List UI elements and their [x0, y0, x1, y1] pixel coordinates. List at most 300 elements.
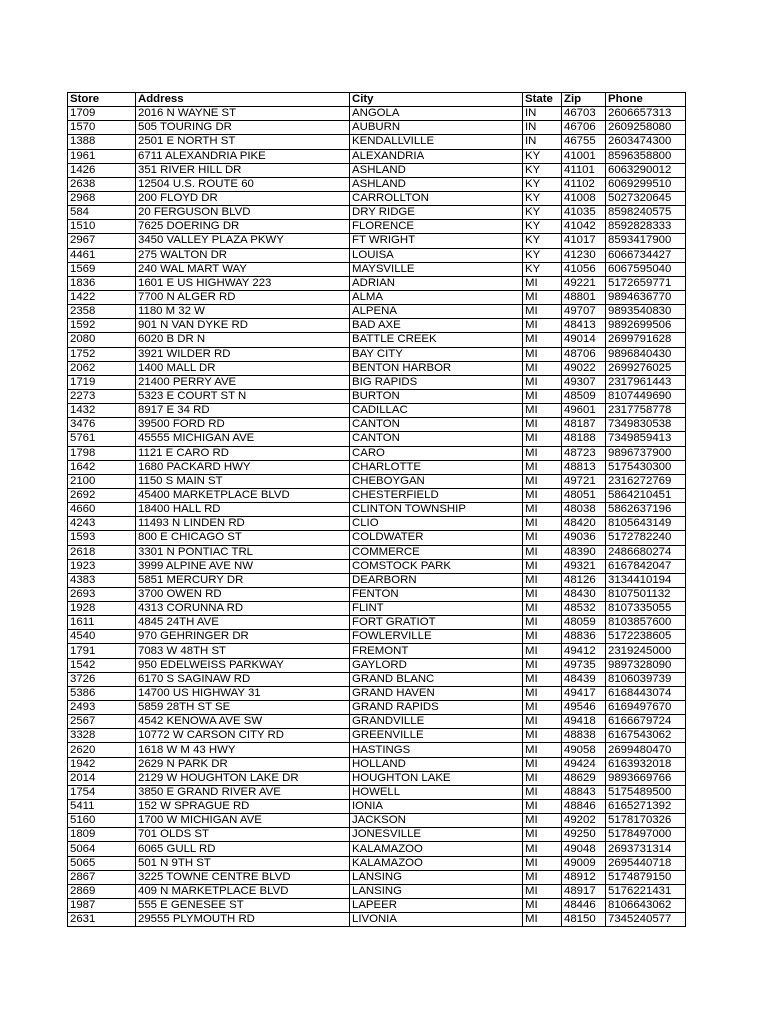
phone-cell: 9893669766: [606, 771, 686, 785]
store-cell: 2968: [68, 191, 136, 205]
zip-cell: 41042: [562, 220, 606, 234]
zip-cell: 48706: [562, 347, 606, 361]
phone-cell: 8107501132: [606, 587, 686, 601]
zip-cell: 48390: [562, 545, 606, 559]
city-cell: CHEBOYGAN: [350, 474, 523, 488]
address-cell: 29555 PLYMOUTH RD: [136, 913, 350, 927]
store-cell: 4383: [68, 573, 136, 587]
phone-cell: 8103857600: [606, 616, 686, 630]
store-cell: 2867: [68, 870, 136, 884]
table-row: [68, 446, 686, 460]
city-cell: BIG RAPIDS: [350, 375, 523, 389]
store-cell: 1809: [68, 828, 136, 842]
table-row: [68, 587, 686, 601]
store-cell: 3476: [68, 418, 136, 432]
state-cell: KY: [523, 262, 562, 276]
zip-cell: 48420: [562, 517, 606, 531]
table-row: [68, 206, 686, 220]
address-cell: 800 E CHICAGO ST: [136, 531, 350, 545]
zip-cell: 49202: [562, 814, 606, 828]
zip-cell: 49601: [562, 404, 606, 418]
address-cell: 409 N MARKETPLACE BLVD: [136, 884, 350, 898]
state-cell: MI: [523, 432, 562, 446]
phone-cell: 2609258080: [606, 121, 686, 135]
city-cell: CANTON: [350, 418, 523, 432]
address-cell: 12504 U.S. ROUTE 60: [136, 177, 350, 191]
phone-cell: 5172659771: [606, 276, 686, 290]
state-cell: MI: [523, 658, 562, 672]
store-cell: 1426: [68, 163, 136, 177]
zip-cell: 48846: [562, 800, 606, 814]
phone-cell: 7345240577: [606, 913, 686, 927]
zip-cell: 48126: [562, 573, 606, 587]
zip-cell: 48439: [562, 672, 606, 686]
address-cell: 11493 N LINDEN RD: [136, 517, 350, 531]
zip-cell: 49735: [562, 658, 606, 672]
city-cell: KENDALLVILLE: [350, 135, 523, 149]
store-cell: 1942: [68, 757, 136, 771]
table-row: [68, 743, 686, 757]
zip-cell: 48051: [562, 488, 606, 502]
state-cell: MI: [523, 573, 562, 587]
state-cell: KY: [523, 220, 562, 234]
store-cell: 1642: [68, 460, 136, 474]
phone-cell: 7349859413: [606, 432, 686, 446]
header-store: Store: [68, 93, 136, 107]
address-cell: 701 OLDS ST: [136, 828, 350, 842]
table-row: [68, 531, 686, 545]
phone-cell: 2699791628: [606, 333, 686, 347]
state-cell: MI: [523, 800, 562, 814]
table-row: [68, 559, 686, 573]
zip-cell: 46706: [562, 121, 606, 135]
zip-cell: 48836: [562, 630, 606, 644]
city-cell: GRAND HAVEN: [350, 686, 523, 700]
zip-cell: 49250: [562, 828, 606, 842]
state-cell: MI: [523, 333, 562, 347]
zip-cell: 48843: [562, 785, 606, 799]
phone-cell: 2699276025: [606, 361, 686, 375]
zip-cell: 49721: [562, 474, 606, 488]
table-row: [68, 729, 686, 743]
store-cell: 4461: [68, 248, 136, 262]
store-cell: 1432: [68, 404, 136, 418]
store-cell: 2358: [68, 305, 136, 319]
state-cell: MI: [523, 856, 562, 870]
state-cell: MI: [523, 715, 562, 729]
state-cell: KY: [523, 234, 562, 248]
state-cell: MI: [523, 474, 562, 488]
table-row: [68, 884, 686, 898]
address-cell: 6065 GULL RD: [136, 842, 350, 856]
store-cell: 1791: [68, 644, 136, 658]
store-cell: 5065: [68, 856, 136, 870]
zip-cell: 49022: [562, 361, 606, 375]
store-cell: 1798: [68, 446, 136, 460]
address-cell: 351 RIVER HILL DR: [136, 163, 350, 177]
phone-cell: 5864210451: [606, 488, 686, 502]
zip-cell: 48838: [562, 729, 606, 743]
store-cell: 1754: [68, 785, 136, 799]
table-row: [68, 418, 686, 432]
zip-cell: 41001: [562, 149, 606, 163]
address-cell: 10772 W CARSON CITY RD: [136, 729, 350, 743]
city-cell: CANTON: [350, 432, 523, 446]
address-cell: 152 W SPRAGUE RD: [136, 800, 350, 814]
table-row: [68, 220, 686, 234]
zip-cell: 48038: [562, 503, 606, 517]
zip-cell: 41017: [562, 234, 606, 248]
store-cell: 2869: [68, 884, 136, 898]
city-cell: ALEXANDRIA: [350, 149, 523, 163]
store-cell: 1961: [68, 149, 136, 163]
table-row: [68, 842, 686, 856]
city-cell: FLINT: [350, 602, 523, 616]
address-cell: 1180 M 32 W: [136, 305, 350, 319]
zip-cell: 41230: [562, 248, 606, 262]
state-cell: MI: [523, 531, 562, 545]
store-cell: 1593: [68, 531, 136, 545]
zip-cell: 48629: [562, 771, 606, 785]
city-cell: LANSING: [350, 870, 523, 884]
store-cell: 1592: [68, 319, 136, 333]
address-cell: 3450 VALLEY PLAZA PKWY: [136, 234, 350, 248]
store-cell: 5064: [68, 842, 136, 856]
table-row: [68, 573, 686, 587]
store-cell: 5386: [68, 686, 136, 700]
phone-cell: 8598240575: [606, 206, 686, 220]
address-cell: 1618 W M 43 HWY: [136, 743, 350, 757]
table-row: [68, 319, 686, 333]
phone-cell: 8107335055: [606, 602, 686, 616]
store-cell: 2493: [68, 701, 136, 715]
state-cell: IN: [523, 135, 562, 149]
table-row: [68, 389, 686, 403]
table-row: [68, 290, 686, 304]
phone-cell: 9894636770: [606, 290, 686, 304]
state-cell: MI: [523, 347, 562, 361]
header-address: Address: [136, 93, 350, 107]
store-cell: 1709: [68, 107, 136, 121]
phone-cell: 6169497670: [606, 701, 686, 715]
zip-cell: 49048: [562, 842, 606, 856]
phone-cell: 6165271392: [606, 800, 686, 814]
city-cell: LOUISA: [350, 248, 523, 262]
phone-cell: 5175430300: [606, 460, 686, 474]
state-cell: MI: [523, 404, 562, 418]
store-cell: 1923: [68, 559, 136, 573]
address-cell: 3999 ALPINE AVE NW: [136, 559, 350, 573]
state-cell: MI: [523, 446, 562, 460]
zip-cell: 48446: [562, 899, 606, 913]
store-cell: 2273: [68, 389, 136, 403]
zip-cell: 48917: [562, 884, 606, 898]
state-cell: KY: [523, 191, 562, 205]
state-cell: MI: [523, 319, 562, 333]
phone-cell: 2319245000: [606, 644, 686, 658]
state-cell: MI: [523, 361, 562, 375]
address-cell: 18400 HALL RD: [136, 503, 350, 517]
store-cell: 2638: [68, 177, 136, 191]
state-cell: MI: [523, 616, 562, 630]
address-cell: 555 E GENESEE ST: [136, 899, 350, 913]
city-cell: CADILLAC: [350, 404, 523, 418]
table-row: [68, 870, 686, 884]
zip-cell: 49058: [562, 743, 606, 757]
table-row: [68, 333, 686, 347]
state-cell: MI: [523, 771, 562, 785]
table-row: [68, 474, 686, 488]
phone-cell: 5175489500: [606, 785, 686, 799]
phone-cell: 3134410194: [606, 573, 686, 587]
address-cell: 7083 W 48TH ST: [136, 644, 350, 658]
zip-cell: 41102: [562, 177, 606, 191]
store-cell: 2618: [68, 545, 136, 559]
zip-cell: 48912: [562, 870, 606, 884]
state-cell: MI: [523, 630, 562, 644]
zip-cell: 41056: [562, 262, 606, 276]
address-cell: 7625 DOERING DR: [136, 220, 350, 234]
phone-cell: 2695440718: [606, 856, 686, 870]
address-cell: 14700 US HIGHWAY 31: [136, 686, 350, 700]
phone-cell: 6166679724: [606, 715, 686, 729]
store-cell: 4540: [68, 630, 136, 644]
phone-cell: 2317961443: [606, 375, 686, 389]
zip-cell: 48150: [562, 913, 606, 927]
store-cell: 5761: [68, 432, 136, 446]
table-row: [68, 361, 686, 375]
table-body: [68, 107, 686, 927]
city-cell: ASHLAND: [350, 177, 523, 191]
state-cell: MI: [523, 389, 562, 403]
phone-cell: 8107449690: [606, 389, 686, 403]
zip-cell: 46755: [562, 135, 606, 149]
table-row: [68, 545, 686, 559]
phone-cell: 5862637196: [606, 503, 686, 517]
city-cell: GRANDVILLE: [350, 715, 523, 729]
address-cell: 3700 OWEN RD: [136, 587, 350, 601]
phone-cell: 6168443074: [606, 686, 686, 700]
zip-cell: 46703: [562, 107, 606, 121]
address-cell: 4313 CORUNNA RD: [136, 602, 350, 616]
table-row: [68, 177, 686, 191]
table-row: [68, 899, 686, 913]
address-cell: 21400 PERRY AVE: [136, 375, 350, 389]
zip-cell: 49009: [562, 856, 606, 870]
city-cell: BAD AXE: [350, 319, 523, 333]
address-cell: 2016 N WAYNE ST: [136, 107, 350, 121]
table-row: [68, 828, 686, 842]
state-cell: KY: [523, 163, 562, 177]
address-cell: 1150 S MAIN ST: [136, 474, 350, 488]
table-row: [68, 488, 686, 502]
zip-cell: 49321: [562, 559, 606, 573]
address-cell: 950 EDELWEISS PARKWAY: [136, 658, 350, 672]
phone-cell: 8592828333: [606, 220, 686, 234]
phone-cell: 2693731314: [606, 842, 686, 856]
header-city: City: [350, 93, 523, 107]
state-cell: MI: [523, 743, 562, 757]
state-cell: MI: [523, 644, 562, 658]
zip-cell: 49036: [562, 531, 606, 545]
state-cell: MI: [523, 587, 562, 601]
table-row: [68, 305, 686, 319]
store-cell: 3328: [68, 729, 136, 743]
address-cell: 1400 MALL DR: [136, 361, 350, 375]
state-cell: MI: [523, 686, 562, 700]
city-cell: COMMERCE: [350, 545, 523, 559]
state-cell: MI: [523, 884, 562, 898]
store-cell: 2620: [68, 743, 136, 757]
city-cell: LAPEER: [350, 899, 523, 913]
city-cell: IONIA: [350, 800, 523, 814]
table-row: [68, 771, 686, 785]
state-cell: KY: [523, 177, 562, 191]
store-cell: 2567: [68, 715, 136, 729]
table-row: [68, 701, 686, 715]
address-cell: 5859 28TH ST SE: [136, 701, 350, 715]
table-row: [68, 163, 686, 177]
store-cell: 1928: [68, 602, 136, 616]
phone-cell: 9896840430: [606, 347, 686, 361]
table-row: [68, 191, 686, 205]
state-cell: MI: [523, 305, 562, 319]
state-cell: MI: [523, 545, 562, 559]
state-cell: MI: [523, 757, 562, 771]
address-cell: 2629 N PARK DR: [136, 757, 350, 771]
state-cell: MI: [523, 503, 562, 517]
address-cell: 1700 W MICHIGAN AVE: [136, 814, 350, 828]
city-cell: GAYLORD: [350, 658, 523, 672]
phone-cell: 5172782240: [606, 531, 686, 545]
table-row: [68, 644, 686, 658]
store-cell: 5160: [68, 814, 136, 828]
city-cell: BURTON: [350, 389, 523, 403]
table-row: [68, 107, 686, 121]
zip-cell: 49307: [562, 375, 606, 389]
city-cell: LANSING: [350, 884, 523, 898]
city-cell: KALAMAZOO: [350, 856, 523, 870]
state-cell: MI: [523, 559, 562, 573]
state-cell: MI: [523, 870, 562, 884]
state-cell: MI: [523, 913, 562, 927]
address-cell: 901 N VAN DYKE RD: [136, 319, 350, 333]
phone-cell: 5176221431: [606, 884, 686, 898]
zip-cell: 49546: [562, 701, 606, 715]
city-cell: GRAND BLANC: [350, 672, 523, 686]
address-cell: 970 GEHRINGER DR: [136, 630, 350, 644]
city-cell: AUBURN: [350, 121, 523, 135]
table-row: [68, 375, 686, 389]
table-row: [68, 234, 686, 248]
city-cell: GRAND RAPIDS: [350, 701, 523, 715]
phone-cell: 8106643062: [606, 899, 686, 913]
table-row: [68, 686, 686, 700]
store-cell: 2062: [68, 361, 136, 375]
city-cell: ADRIAN: [350, 276, 523, 290]
phone-cell: 8105643149: [606, 517, 686, 531]
address-cell: 1680 PACKARD HWY: [136, 460, 350, 474]
city-cell: CARROLLTON: [350, 191, 523, 205]
phone-cell: 6066734427: [606, 248, 686, 262]
table-row: [68, 149, 686, 163]
city-cell: ALPENA: [350, 305, 523, 319]
city-cell: COMSTOCK PARK: [350, 559, 523, 573]
table-header-row: [68, 93, 686, 107]
city-cell: BATTLE CREEK: [350, 333, 523, 347]
store-cell: 5411: [68, 800, 136, 814]
phone-cell: 5178170326: [606, 814, 686, 828]
state-cell: IN: [523, 121, 562, 135]
address-cell: 4845 24TH AVE: [136, 616, 350, 630]
store-cell: 584: [68, 206, 136, 220]
address-cell: 3850 E GRAND RIVER AVE: [136, 785, 350, 799]
phone-cell: 5178497000: [606, 828, 686, 842]
city-cell: ANGOLA: [350, 107, 523, 121]
state-cell: KY: [523, 248, 562, 262]
address-cell: 275 WALTON DR: [136, 248, 350, 262]
city-cell: LIVONIA: [350, 913, 523, 927]
store-cell: 2080: [68, 333, 136, 347]
state-cell: MI: [523, 785, 562, 799]
city-cell: JONESVILLE: [350, 828, 523, 842]
state-cell: MI: [523, 460, 562, 474]
table-row: [68, 814, 686, 828]
zip-cell: 41035: [562, 206, 606, 220]
city-cell: HOWELL: [350, 785, 523, 799]
state-cell: MI: [523, 842, 562, 856]
state-cell: MI: [523, 276, 562, 290]
city-cell: HOLLAND: [350, 757, 523, 771]
address-cell: 6170 S SAGINAW RD: [136, 672, 350, 686]
zip-cell: 48532: [562, 602, 606, 616]
zip-cell: 49221: [562, 276, 606, 290]
state-cell: IN: [523, 107, 562, 121]
store-cell: 1422: [68, 290, 136, 304]
address-cell: 5851 MERCURY DR: [136, 573, 350, 587]
zip-cell: 48430: [562, 587, 606, 601]
phone-cell: 9893540830: [606, 305, 686, 319]
store-cell: 1569: [68, 262, 136, 276]
table-row: [68, 672, 686, 686]
table-row: [68, 262, 686, 276]
city-cell: FREMONT: [350, 644, 523, 658]
state-cell: MI: [523, 672, 562, 686]
header-zip: Zip: [562, 93, 606, 107]
phone-cell: 2317758778: [606, 404, 686, 418]
address-cell: 5323 E COURT ST N: [136, 389, 350, 403]
city-cell: FT WRIGHT: [350, 234, 523, 248]
city-cell: DEARBORN: [350, 573, 523, 587]
address-cell: 39500 FORD RD: [136, 418, 350, 432]
zip-cell: 48813: [562, 460, 606, 474]
phone-cell: 8596358800: [606, 149, 686, 163]
address-cell: 45555 MICHIGAN AVE: [136, 432, 350, 446]
phone-cell: 6167842047: [606, 559, 686, 573]
store-cell: 1752: [68, 347, 136, 361]
address-cell: 200 FLOYD DR: [136, 191, 350, 205]
phone-cell: 6069299510: [606, 177, 686, 191]
store-cell: 1987: [68, 899, 136, 913]
address-cell: 6711 ALEXANDRIA PIKE: [136, 149, 350, 163]
store-cell: 3726: [68, 672, 136, 686]
state-cell: KY: [523, 149, 562, 163]
phone-cell: 7349830538: [606, 418, 686, 432]
table-row: [68, 785, 686, 799]
table-row: [68, 135, 686, 149]
zip-cell: 49417: [562, 686, 606, 700]
city-cell: FORT GRATIOT: [350, 616, 523, 630]
